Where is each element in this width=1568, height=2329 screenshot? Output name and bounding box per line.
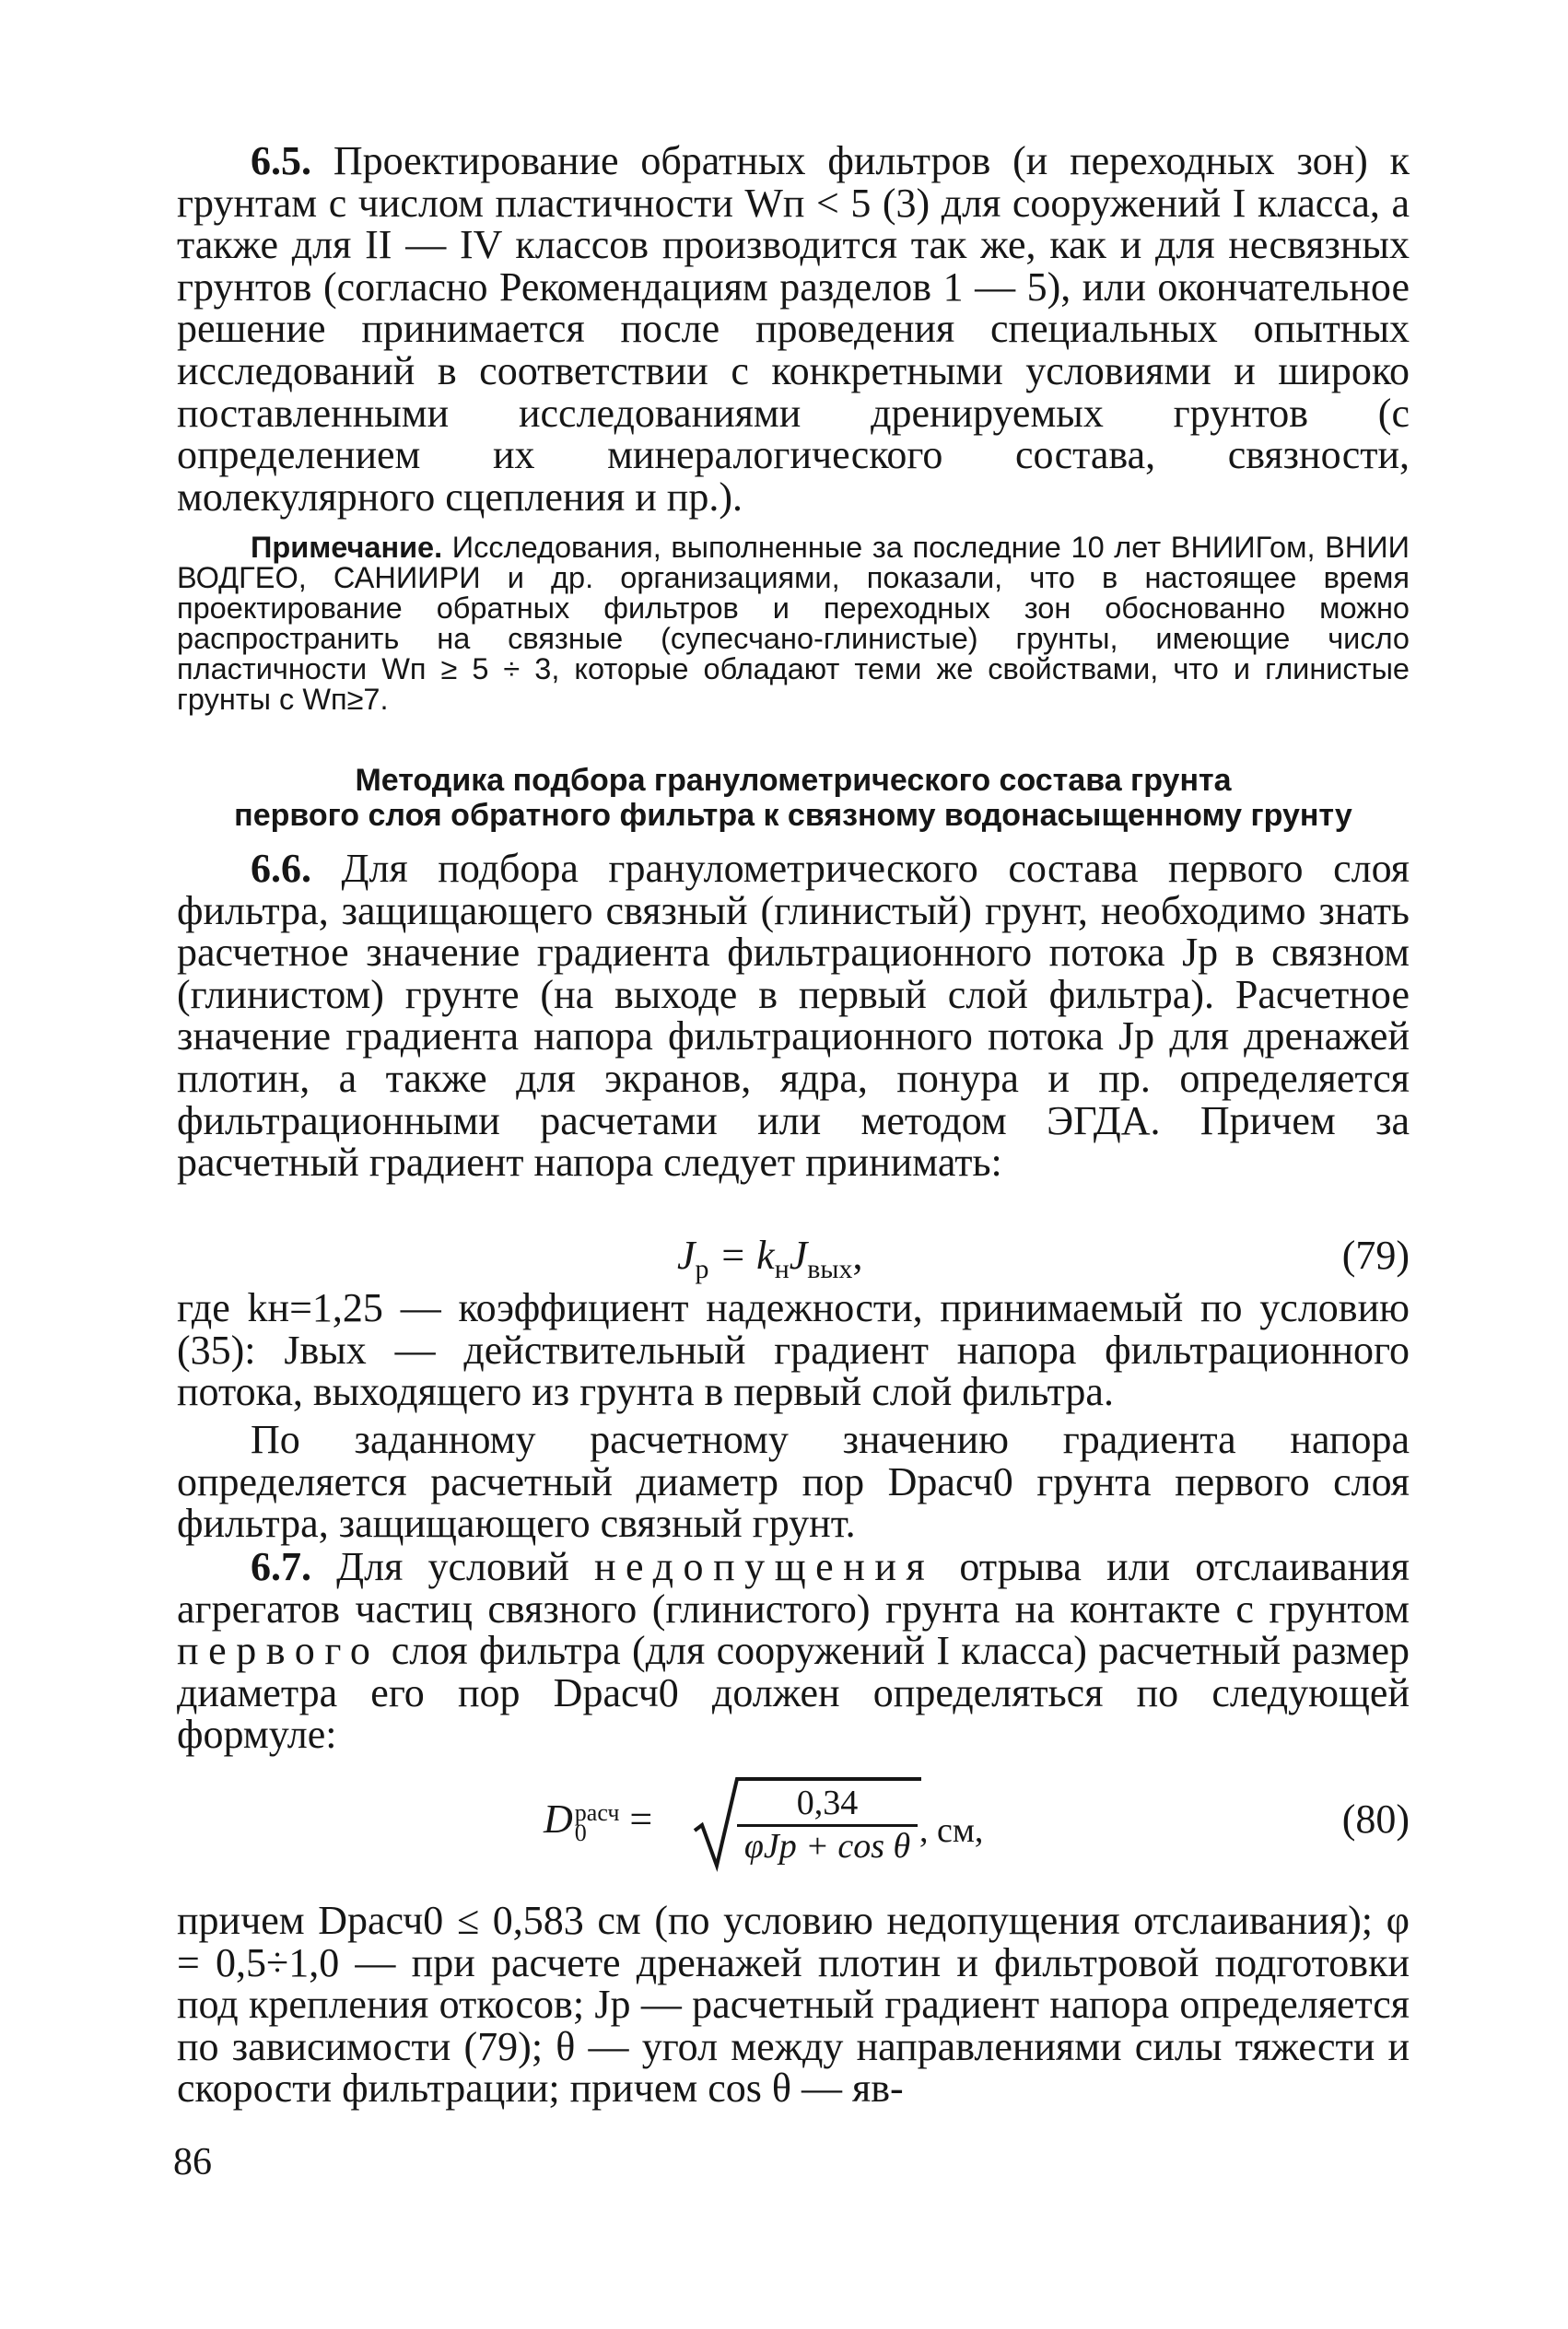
spaced-word-1: недопущения: [593, 1544, 935, 1589]
text-b: отрыва или отслаивания агрегатов частиц связного (глинистого) грунта на контакте с грунтом: [177, 1544, 1410, 1632]
spaced-word-2: первого: [177, 1628, 380, 1674]
text-c: слоя фильтра (для сооружений I класса) расчетный размер диаметра его пор Dрасч0 должен определяться по следующей формуле:: [177, 1628, 1410, 1758]
heading-line-2: первого слоя обратного фильтра к связному водонасыщенному грунту: [234, 798, 1352, 833]
final-block: [177, 1900, 1410, 2110]
eq79-j-sub: вых: [807, 1253, 853, 1284]
section-6-5-paragraph: [177, 140, 1410, 518]
eq79-mid: = k: [708, 1233, 775, 1278]
equation-80-number: (80): [1341, 1796, 1410, 1842]
eq79-lhs: J: [677, 1233, 696, 1278]
paragraph-text: Проектирование обратных фильтров (и переходных зон) к грунтам с числом пластичности Wп < 5 (3) для сооружений I класса, а также для II — IV классов производится так же, как и для несвязных грунтов (согласно Рекомендациям разделов 1 — 5), или окончательное решение принимается после проведения специальных опытных исследований в соответствии с конкретными условиями и широко поставленными исследованиями дренируемых грунтов (с определением их минералогического состава, связности, молекулярного сцепления и пр.).: [177, 138, 1410, 520]
equation-79: [677, 1233, 862, 1293]
where-block: [177, 1287, 1410, 1413]
section-number: 6.6.: [251, 846, 311, 891]
note-text: Исследования, выполненные за последние 10 лет ВНИИГом, ВНИИ ВОДГЕО, САНИИРИ и др. организациями, показали, что в настоящее время проектирование обратных фильтров и переходных зон обоснованно можно распространить на связные (супесчано-глинистые) грунты, имеющие число пластичности Wп ≥ 5 ÷ 3, которые обладают теми же свойствами, что и глинистые грунты с Wп≥7.: [177, 531, 1410, 716]
note-paragraph: [177, 533, 1410, 715]
methodology-heading: [177, 763, 1410, 833]
note-label: Примечание.: [251, 531, 443, 564]
eq80-fraction: [737, 1784, 918, 1866]
section-6-6: [177, 848, 1410, 1184]
heading-line-1: Методика подбора гранулометрического состава грунта: [355, 763, 1232, 798]
diameter-paragraph: По заданному расчетному значению градиента напора определяется расчетный диаметр пор Dрасч0 грунта первого слоя фильтра, защищающего связный грунт.: [177, 1417, 1410, 1547]
eq80-numerator: 0,34: [737, 1784, 918, 1827]
note-block: [177, 533, 1410, 715]
text-a: Для условий: [336, 1544, 569, 1589]
eq80-denominator: φJр + cos θ: [743, 1827, 911, 1866]
final-paragraph: причем Dрасч0 ≤ 0,583 см (по условию недопущения отслаивания); φ = 0,5÷1,0 — при расчете дренажей плотин и фильтровой подготовки под крепления откосов; Jр — расчетный градиент напора определяется по зависимости (79); θ — угол между направлениями силы тяжести и скорости фильтрации; причем cos θ — яв-: [177, 1898, 1410, 2112]
paragraph-text: Для подбора гранулометрического состава первого слоя фильтра, защищающего связный (глинистый) грунт, необходимо знать расчетное значение градиента фильтрационного потока Jр в связном (глинистом) грунте (на выходе в первый слой фильтра). Расчетное значение градиента напора фильтрационного потока Jр для дренажей плотин, а также для экранов, ядра, понура и пр. определяется фильтрационными расчетами или методом ЭГДА. Причем за расчетный градиент напора следует принимать:: [177, 846, 1410, 1186]
eq79-j: J: [789, 1233, 808, 1278]
section-6-5: [177, 140, 1410, 518]
eq79-tail: ,: [852, 1233, 863, 1278]
section-number: 6.7.: [251, 1544, 311, 1589]
eq80-sub: 0: [574, 1819, 587, 1846]
eq79-k-sub: н: [774, 1253, 790, 1284]
section-number: 6.5.: [251, 138, 311, 183]
section-6-6-paragraph: [177, 848, 1410, 1184]
eq80-D: D: [544, 1796, 573, 1842]
where-paragraph: где kн=1,25 — коэффициент надежности, принимаемый по условию (35): Jвых — действительный градиент напора фильтрационного потока, выходящего из грунта в первый слой фильтра.: [177, 1285, 1410, 1415]
page-number: 86: [173, 2141, 212, 2183]
section-6-7: [177, 1546, 1410, 1756]
eq80-unit: , см,: [919, 1811, 984, 1850]
equation-79-number: (79): [1341, 1233, 1410, 1278]
eq80-equals: =: [629, 1796, 653, 1842]
eq79-lhs-sub: р: [695, 1253, 709, 1284]
equation-80-lhs: [544, 1796, 653, 1846]
paragraph-diameter: [177, 1419, 1410, 1545]
section-6-7-paragraph: [177, 1546, 1410, 1756]
eq80-sup: расч: [574, 1798, 620, 1826]
